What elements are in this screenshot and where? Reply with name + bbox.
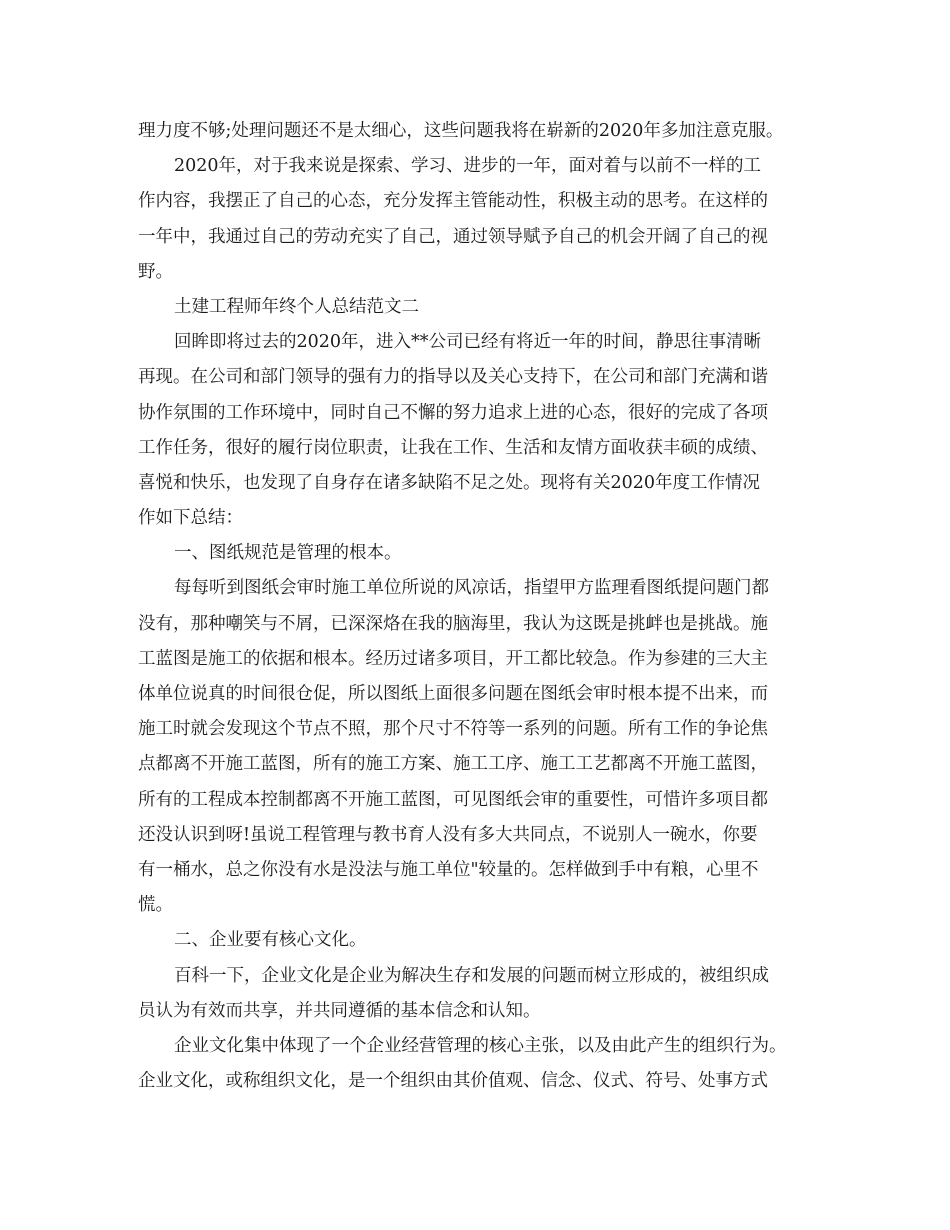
paragraph-start-line: 回眸即将过去的2020年，进入**公司已经有将近一年的时间，静思往事清晰	[174, 332, 762, 353]
text-line: 再现。在公司和部门领导的强有力的指导以及关心支持下，在公司和部门充满和谐	[138, 367, 768, 388]
text-line: 喜悦和快乐，也发现了自身存在诸多缺陷不足之处。现将有关2020年度工作情况	[138, 472, 761, 493]
paragraph-start-line: 企业文化集中体现了一个企业经营管理的核心主张，以及由此产生的组织行为。	[174, 1035, 787, 1056]
text-line: 所有的工程成本控制都离不开施工蓝图，可见图纸会审的重要性，可惜许多项目都	[138, 789, 768, 810]
paragraph-start-line: 百科一下，企业文化是企业为解决生存和发展的问题而树立形成的，被组织成	[174, 965, 769, 986]
text-line: 施工时就会发现这个节点不照，那个尺寸不符等一系列的问题。所有工作的争论焦	[138, 719, 768, 740]
section-heading: 土建工程师年终个人总结范文二	[174, 296, 419, 317]
text-line: 慌。	[138, 895, 173, 916]
text-line: 体单位说真的时间很仓促，所以图纸上面很多问题在图纸会审时根本提不出来，而	[138, 684, 768, 704]
paragraph-start-line: 2020年，对于我来说是探索、学习、进步的一年，面对着与以前不一样的工	[174, 156, 762, 177]
text-line: 作内容，我摆正了自己的心态，充分发挥主管能动性，积极主动的思考。在这样的	[138, 191, 768, 212]
text-line: 还没认识到呀!虽说工程管理与教书育人没有多大共同点，不说别人一碗水，你要	[138, 824, 758, 845]
text-line: 一年中，我通过自己的劳动充实了自己，通过领导赋予自己的机会开阔了自己的视	[138, 226, 768, 247]
text-line: 企业文化，或称组织文化，是一个组织由其价值观、信念、仪式、符号、处事方式	[138, 1071, 768, 1092]
text-line: 没有，那种嘲笑与不屑，已深深烙在我的脑海里，我认为这既是挑衅也是挑战。施	[138, 613, 768, 634]
paragraph-start-line: 每每听到图纸会审时施工单位所说的风凉话，指望甲方监理看图纸提问题门都	[174, 578, 769, 599]
section-heading: 一、图纸规范是管理的根本。	[174, 543, 402, 564]
section-heading: 二、企业要有核心文化。	[174, 930, 367, 951]
text-line: 理力度不够;处理问题还不是太细心，这些问题我将在崭新的2020年多加注意克服。	[138, 121, 784, 141]
text-line: 野。	[138, 261, 173, 282]
document-body	[138, 114, 838, 1099]
text-line: 工作任务，很好的履行岗位职责，让我在工作、生活和友情方面收获丰硕的成绩、	[138, 437, 768, 458]
text-line: 作如下总结：	[138, 508, 243, 529]
text-line: 工蓝图是施工的依据和根本。经历过诸多项目，开工都比较急。作为参建的三大主	[138, 648, 768, 669]
text-line: 协作氛围的工作环境中，同时自己不懈的努力追求上进的心态，很好的完成了各项	[138, 402, 768, 423]
text-line: 有一桶水，总之你没有水是没法与施工单位"较量的。怎样做到手中有粮，心里不	[138, 859, 759, 880]
text-line: 点都离不开施工蓝图，所有的施工方案、施工工序、施工工艺都离不开施工蓝图，	[138, 754, 768, 775]
text-line: 员认为有效而共享，并共同遵循的基本信念和认知。	[138, 1000, 541, 1021]
